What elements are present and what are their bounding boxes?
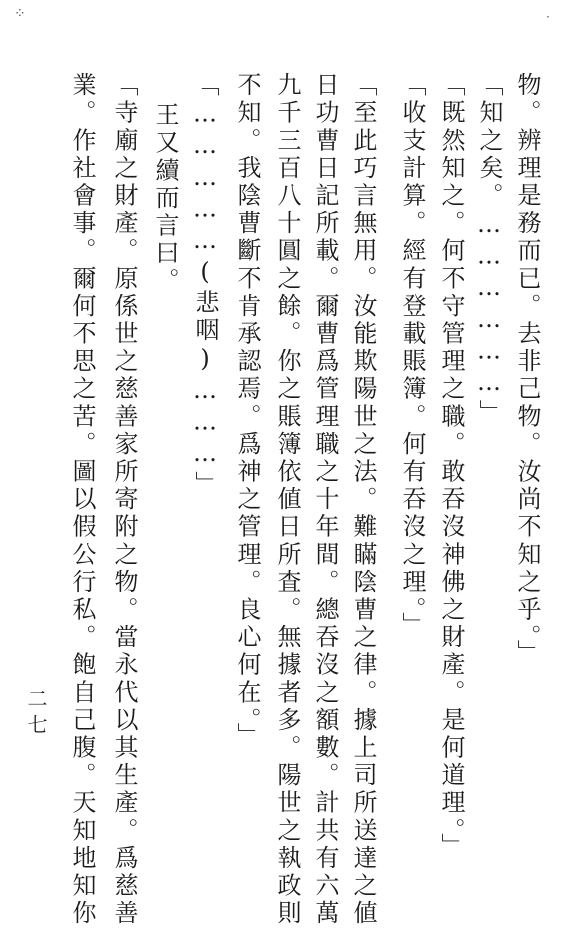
text-line-9: 「……………(悲咽)………」 — [191, 72, 219, 499]
page-corner-mark: ⁘ — [14, 6, 26, 22]
text-line-4: 「收支計算。經有登載賬簿。何有吞沒之理。」 — [398, 72, 426, 640]
text-line-12: 業。作社會事。爾何不思之苦。圖以假公行私。飽自己腹。天知地知你 — [68, 72, 96, 928]
text-line-11: 「寺廟之財產。原係世之慈善家所寄附之物。當永代以其生產。爲慈善 — [110, 72, 138, 928]
text-line-8: 不知。我陰曹斷不肯承認焉。爲神之管理。良心何在。」 — [233, 72, 261, 750]
text-line-10: 王又續而言曰。 — [151, 102, 179, 296]
page-number: 二七 — [24, 688, 48, 740]
text-line-5: 「至此巧言無用。汝能欺陽世之法。難瞞陰曹之律。據上司所送達之値 — [349, 72, 377, 928]
page-corner-mark: · — [546, 10, 550, 24]
text-line-1: 物。辨理是務而已。去非己物。汝尚不知之乎。」 — [513, 72, 541, 668]
text-line-7: 九千三百八十圓之餘。你之賬簿依値日所査。無據者多。陽世之執政則 — [273, 72, 301, 928]
text-line-6: 日功曹日記所載。爾曹爲管理職之十年間。總吞沒之額數。計共有六萬 — [311, 72, 339, 928]
text-line-2: 「知之矣。………………」 — [475, 72, 503, 428]
text-line-3: 「既然知之。何不守管理之職。敢吞沒神佛之財產。是何道理。」 — [437, 72, 465, 861]
